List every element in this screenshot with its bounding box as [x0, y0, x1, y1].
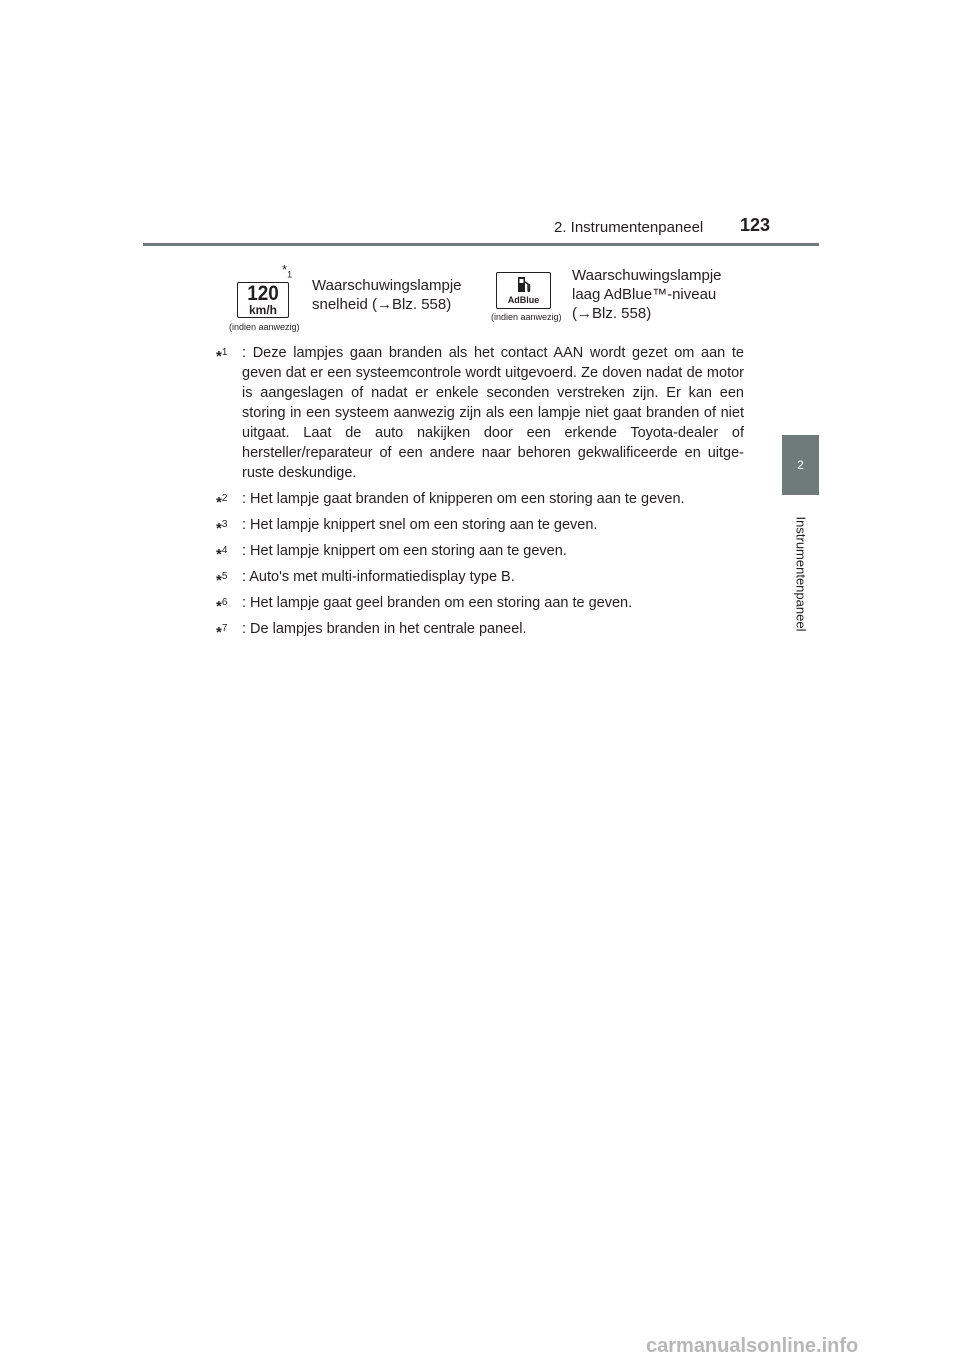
warning-line: Waarschuwingslampje: [312, 277, 462, 294]
footnote-text: : Het lampje knippert snel om een storing aan te geven.: [242, 517, 598, 533]
adblue-icon-label: AdBlue: [507, 295, 540, 305]
footnote: [216, 489, 744, 509]
chapter-label: Instrumentenpaneel: [793, 516, 809, 632]
footnote-star: *$^2$: [216, 493, 228, 511]
footnote-text: : Deze lampjes gaan branden als het contact AAN wordt gezet om aan te geven dat er een systeemcontrole wordt uitgevoerd. Ze doven nadat de motor is aangeslagen of nadat er enkele seconden verstreken zijn. Er kan een storing in een systeem aanwezig zijn als een lampje niet gaat branden of niet uitgaat. Laat de auto nakijken door een erkende Toyota-dealer of hersteller/reparateur of een andere naar behoren gekwalificeerde en uitge-ruste deskundige.: [242, 345, 744, 481]
footnote: [216, 619, 744, 639]
warning-line: (→Blz. 558): [572, 305, 652, 322]
footnote-star: *$^5$: [216, 571, 228, 589]
speed-icon-unit: km/h: [248, 303, 277, 317]
footnote-star: *$^7$: [216, 623, 228, 641]
footnote-text: : Auto's met multi-informatiedisplay type B.: [242, 569, 515, 585]
watermark-text: carmanualsonline.info: [646, 1335, 859, 1357]
availability-note: (indien aanwezig): [229, 322, 300, 332]
warning-description: [312, 276, 462, 314]
footnote: [216, 515, 744, 535]
section-title: 2. Instrumentenpaneel: [554, 219, 704, 236]
chapter-tab: [782, 435, 819, 495]
footnote-star: *$^6$: [216, 597, 228, 615]
footnote-list: [216, 343, 744, 645]
speed-icon-number: 120: [247, 282, 279, 305]
footnote: [216, 593, 744, 613]
footnote-star: *$^4$: [216, 545, 228, 563]
footnote: [216, 343, 744, 483]
header-divider: [143, 243, 819, 246]
footnote-text: : Het lampje gaat branden of knipperen om een storing aan te geven.: [242, 491, 685, 507]
footnote: [216, 567, 744, 587]
page-number: 123: [740, 215, 771, 235]
footnote-star: *$^1$: [216, 347, 228, 365]
warning-line: snelheid (→Blz. 558): [312, 296, 452, 313]
footnote-text: : De lampjes branden in het centrale paneel.: [242, 621, 527, 637]
fuel-pump-icon: [517, 276, 531, 294]
speed-120-kmh-icon: [237, 282, 289, 318]
warning-description: [572, 266, 722, 323]
warning-line: Waarschuwingslampje: [572, 267, 722, 284]
chapter-number: 2: [797, 458, 804, 472]
warning-line: laag AdBlue™-niveau: [572, 286, 717, 303]
footnote-star: *$^3$: [216, 519, 228, 537]
availability-note: (indien aanwezig): [491, 312, 562, 322]
footnote-text: : Het lampje knippert om een storing aan te geven.: [242, 543, 567, 559]
footnote-text: : Het lampje gaat geel branden om een storing aan te geven.: [242, 595, 633, 611]
footnote-marker: $*_1$: [282, 262, 293, 280]
adblue-fuel-icon: [496, 272, 551, 309]
footnote: [216, 541, 744, 561]
